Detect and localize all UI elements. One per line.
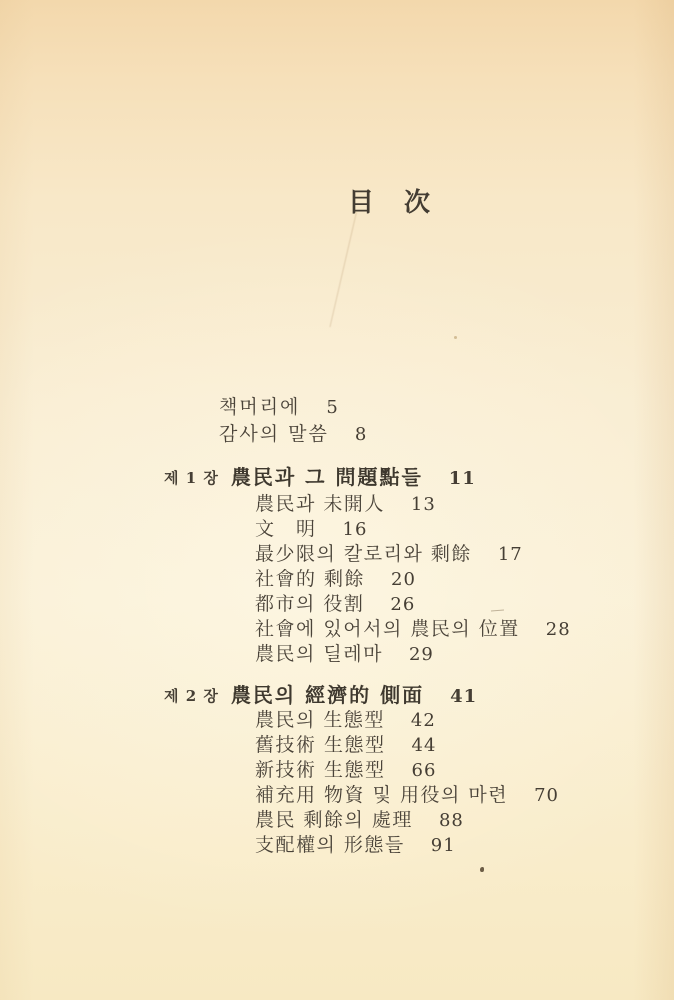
toc-entry bbox=[255, 833, 559, 858]
entry-label: 책머리에 bbox=[219, 396, 301, 418]
page-number: 20 bbox=[391, 569, 416, 590]
toc-entry bbox=[255, 708, 559, 733]
page-number: 70 bbox=[534, 785, 559, 806]
chapter-number: 제 2 장 bbox=[164, 687, 219, 705]
section-label: 農民의 딜레마 bbox=[255, 643, 383, 665]
page-number: 11 bbox=[448, 468, 476, 489]
section-label: 農民과 未開人 bbox=[255, 493, 385, 515]
section-label: 最少限의 칼로리와 剩餘 bbox=[255, 543, 472, 565]
toc-entry bbox=[255, 492, 571, 517]
chapter-1-heading bbox=[164, 464, 476, 490]
toc-entry bbox=[255, 808, 559, 833]
section-label: 支配權의 形態들 bbox=[255, 834, 405, 856]
chapter-1-sections bbox=[255, 492, 571, 667]
page-number: 8 bbox=[354, 424, 368, 445]
toc-entry bbox=[255, 567, 571, 592]
section-label: 新技術 生態型 bbox=[255, 759, 386, 781]
section-label: 補充用 物資 및 用役의 마련 bbox=[255, 784, 509, 806]
page-number: 42 bbox=[410, 710, 436, 731]
toc-entry bbox=[255, 592, 571, 617]
page-number: 41 bbox=[450, 686, 478, 707]
page-number: 13 bbox=[410, 494, 436, 515]
page-number: 44 bbox=[411, 735, 437, 756]
page-number: 66 bbox=[411, 760, 437, 781]
paper-speck bbox=[454, 336, 457, 339]
page-number: 88 bbox=[438, 810, 464, 831]
section-label: 農民의 生態型 bbox=[255, 709, 385, 731]
page-number: 91 bbox=[430, 835, 456, 856]
paper-crease bbox=[329, 212, 357, 327]
section-label: 農民 剩餘의 處理 bbox=[255, 809, 413, 831]
chapter-2-heading bbox=[164, 682, 477, 708]
chapter-title: 農民의 經濟的 側面 bbox=[230, 683, 425, 707]
section-label: 社會에 있어서의 農民의 位置 bbox=[255, 618, 520, 640]
toc-entry bbox=[255, 758, 559, 783]
chapter-number: 제 1 장 bbox=[164, 469, 219, 487]
toc-entry bbox=[255, 617, 571, 642]
page-number: 17 bbox=[497, 544, 523, 565]
page-number: 16 bbox=[342, 519, 368, 540]
page-number: 5 bbox=[326, 397, 339, 418]
chapter-title: 農民과 그 問題點들 bbox=[230, 465, 423, 489]
toc-entry bbox=[255, 783, 559, 808]
toc-entry bbox=[255, 542, 571, 567]
front-matter-list bbox=[219, 394, 367, 448]
toc-entry bbox=[255, 733, 559, 758]
section-label: 社會的 剩餘 bbox=[255, 568, 366, 590]
section-label: 都市의 役割 bbox=[255, 593, 365, 615]
page-number: 26 bbox=[390, 594, 416, 615]
toc-entry bbox=[255, 642, 571, 667]
page-title: 目 次 bbox=[348, 188, 433, 218]
toc-entry bbox=[219, 394, 367, 421]
chapter-2-sections bbox=[255, 708, 559, 858]
toc-entry bbox=[219, 421, 367, 448]
page-number: 28 bbox=[545, 619, 571, 640]
page-number: 29 bbox=[408, 644, 434, 665]
section-label: 文 明 bbox=[255, 518, 317, 540]
entry-label: 감사의 말씀 bbox=[219, 423, 329, 445]
toc-entry bbox=[255, 517, 571, 542]
section-label: 舊技術 生態型 bbox=[255, 734, 386, 756]
paper-speck bbox=[480, 867, 484, 872]
